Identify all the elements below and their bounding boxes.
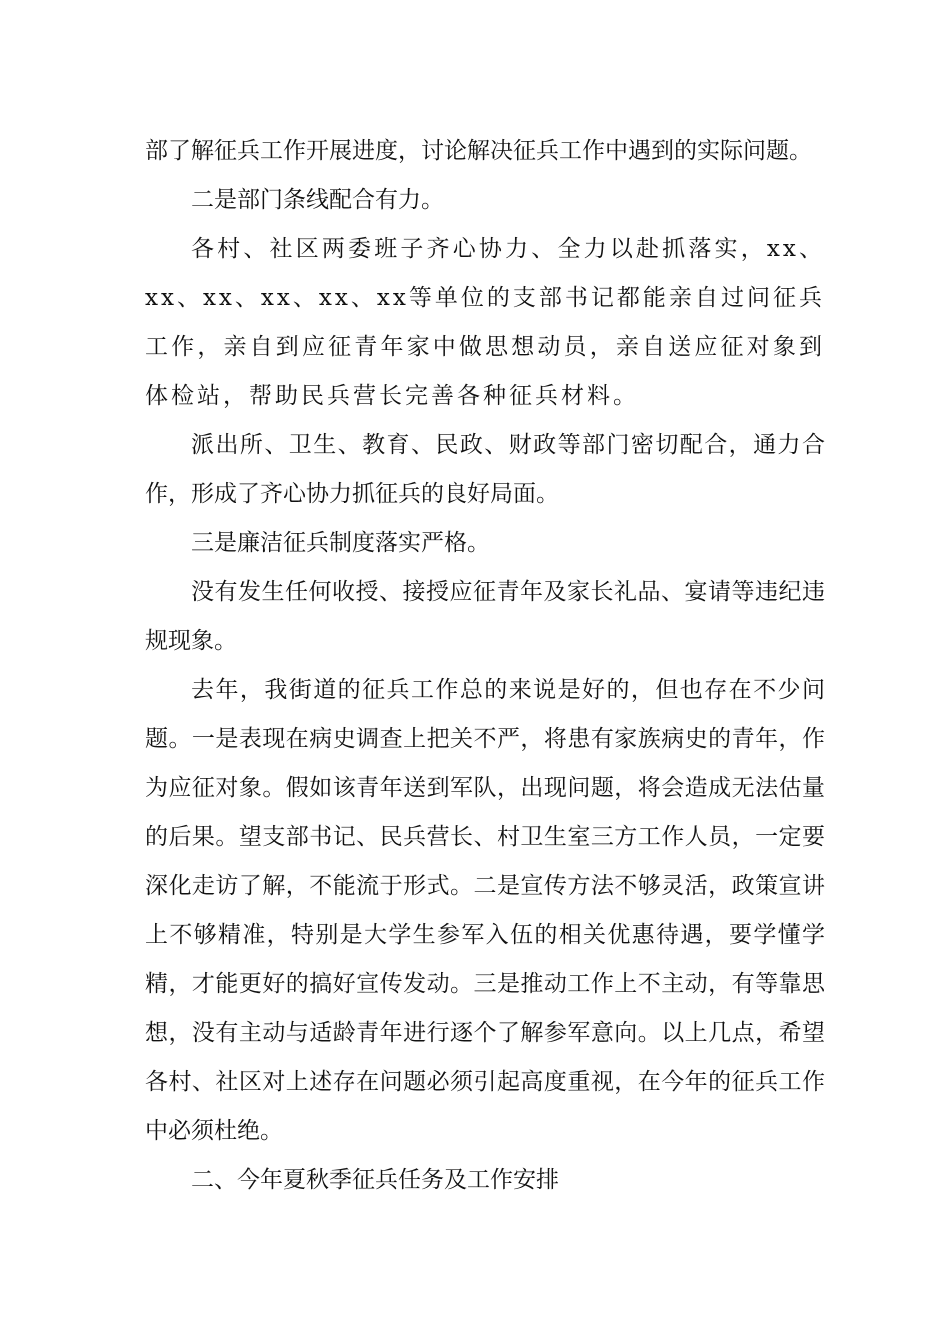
paragraph-heading-dept-cooperation: 二是部门条线配合有力。 <box>191 187 444 213</box>
document-body <box>145 127 825 1205</box>
paragraph-no-violations: 没有发生任何收授、接授应征青年及家长礼品、宴请等违纪违规现象。 <box>145 579 825 654</box>
paragraph-village-committees: 各村、社区两委班子齐心协力、全力以赴抓落实，xx、xx、xx、xx、xx、xx等单位的支部书记都能亲自过问征兵工作，亲自到应征青年家中做思想动员，亲自送应征对象到体检站，帮助民兵营长完善各种征兵材料。 <box>145 236 825 409</box>
paragraph-heading-clean-recruitment: 三是廉洁征兵制度落实严格。 <box>191 530 490 556</box>
paragraph-department-cooperation: 派出所、卫生、教育、民政、财政等部门密切配合，通力合作，形成了齐心协力抓征兵的良好局面。 <box>145 432 825 507</box>
paragraph-problems-review: 去年，我街道的征兵工作总的来说是好的，但也存在不少问题。一是表现在病史调查上把关不严，将患有家族病史的青年，作为应征对象。假如该青年送到军队，出现问题，将会造成无法估量的后果。望支部书记、民兵营长、村卫生室三方工作人员，一定要深化走访了解，不能流于形式。二是宣传方法不够灵活，政策宣讲上不够精准，特别是大学生参军入伍的相关优惠待遇，要学懂学精，才能更好的搞好宣传发动。三是推动工作上不主动，有等靠思想，没有主动与适龄青年进行逐个了解参军意向。以上几点，希望各村、社区对上述存在问题必须引起高度重视，在今年的征兵工作中必须杜绝。 <box>145 677 825 1144</box>
paragraph-continuation: 部了解征兵工作开展进度，讨论解决征兵工作中遇到的实际问题。 <box>145 138 812 164</box>
section-heading-tasks: 二、今年夏秋季征兵任务及工作安排 <box>191 1167 559 1193</box>
